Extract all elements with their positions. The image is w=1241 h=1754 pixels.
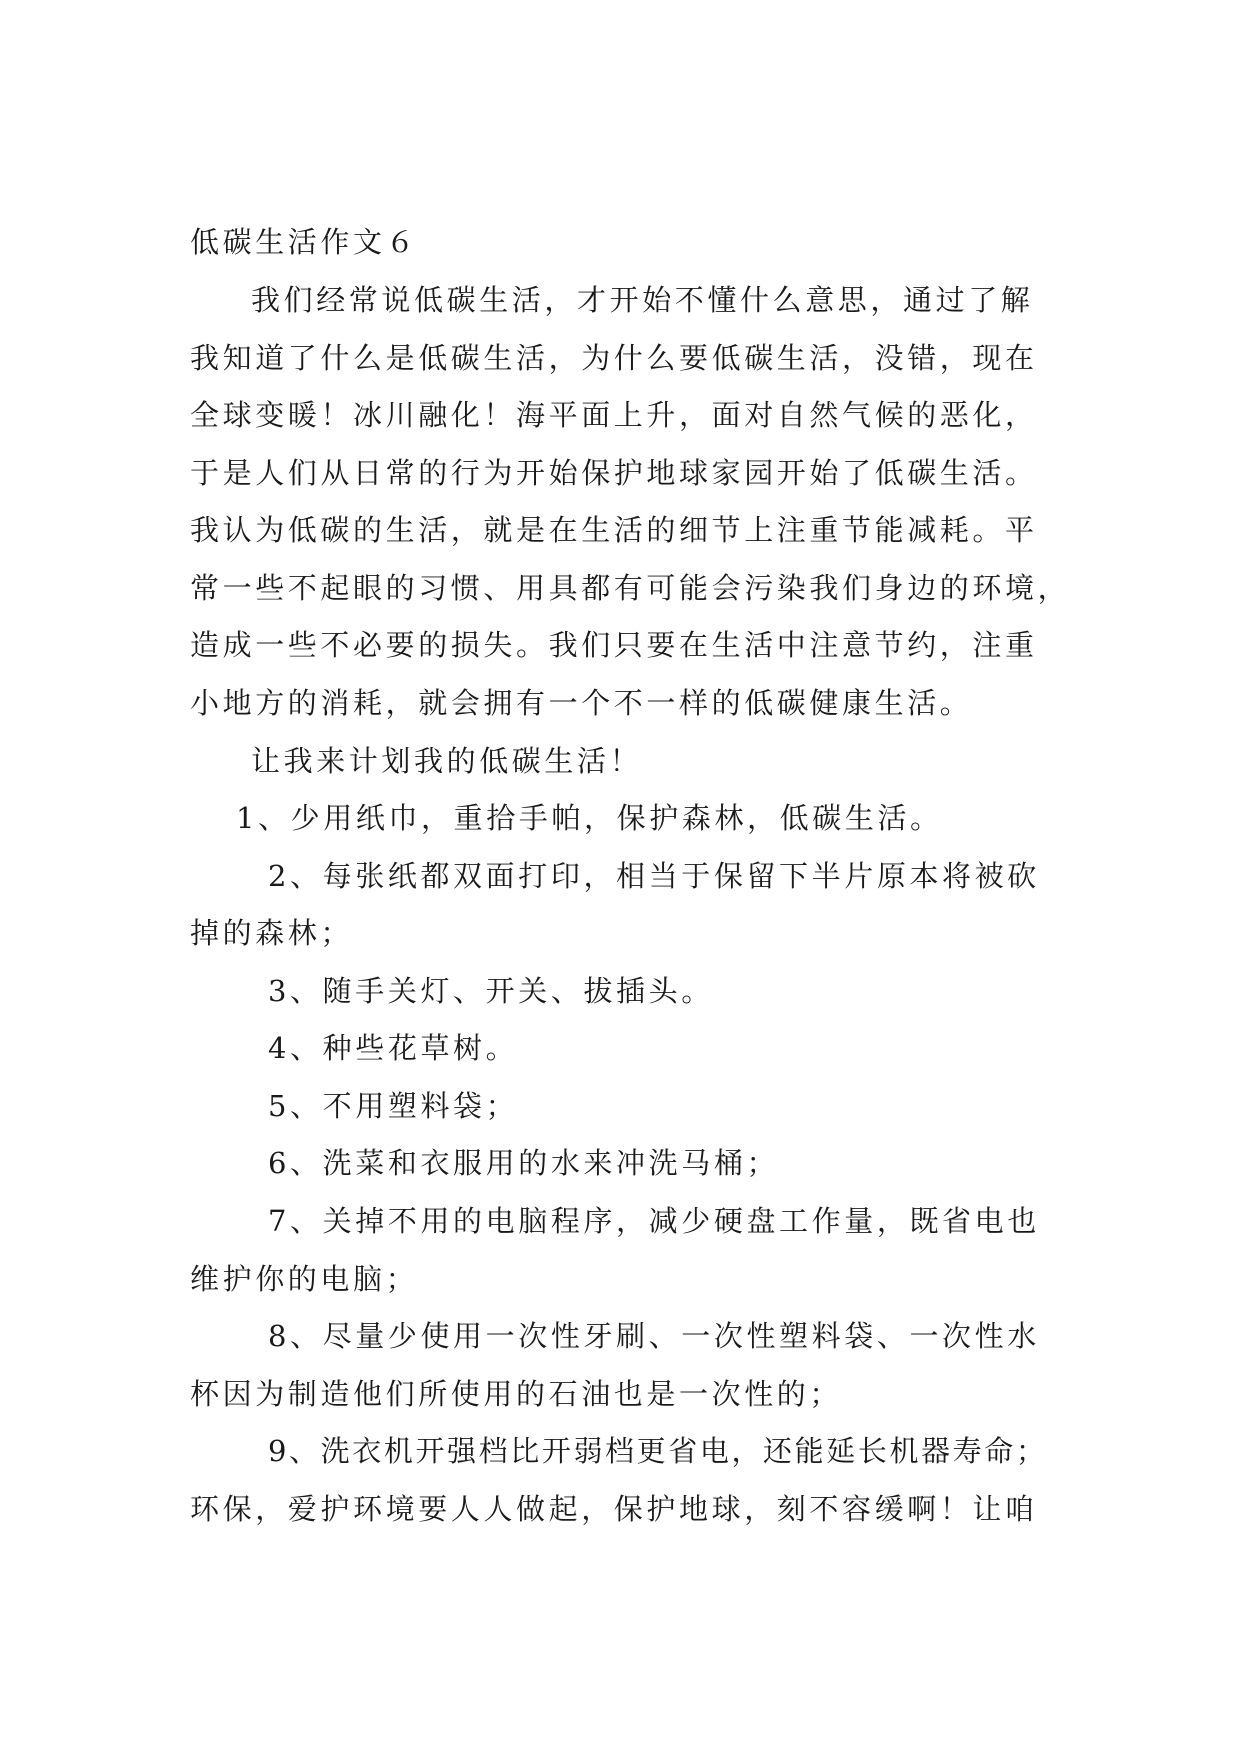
paragraph-line: 造成一些不必要的损失。我们只要在生活中注意节约，注重 bbox=[190, 628, 1038, 662]
paragraph-line: 我知道了什么是低碳生活，为什么要低碳生活，没错，现在 bbox=[190, 341, 1038, 375]
list-item: 5、不用塑料袋； bbox=[268, 1089, 519, 1123]
plan-heading: 让我来计划我的低碳生活！ bbox=[251, 744, 643, 778]
list-item: 4、种些花草树。 bbox=[268, 1031, 519, 1065]
list-item-continuation: 维护你的电脑； bbox=[190, 1262, 419, 1296]
list-item: 1、少用纸巾，重拾手帕，保护森林，低碳生活。 bbox=[236, 801, 943, 835]
paragraph-line: 我们经常说低碳生活，才开始不懂什么意思，通过了解 bbox=[251, 283, 1034, 317]
list-item-continuation: 掉的森林； bbox=[190, 916, 354, 950]
list-item: 6、洗菜和衣服用的水来冲洗马桶； bbox=[268, 1146, 780, 1180]
document-title: 低碳生活作文６ bbox=[190, 225, 419, 259]
paragraph-line: 小地方的消耗，就会拥有一个不一样的低碳健康生活。 bbox=[190, 686, 973, 720]
list-item: 3、随手关灯、开关、拔插头。 bbox=[268, 974, 714, 1008]
list-item-continuation: 杯因为制造他们所使用的石油也是一次性的； bbox=[190, 1377, 843, 1411]
list-item: 2、每张纸都双面打印，相当于保留下半片原本将被砍 bbox=[268, 859, 1040, 893]
paragraph-line: 全球变暖！冰川融化！海平面上升，面对自然气候的恶化， bbox=[190, 398, 1038, 432]
list-item: 9、洗衣机开强档比开弱档更省电，还能延长机器寿命； bbox=[268, 1434, 1048, 1468]
paragraph-line: 环保，爱护环境要人人做起，保护地球，刻不容缓啊！让咱 bbox=[190, 1492, 1038, 1526]
paragraph-line: 我认为低碳的生活，就是在生活的细节上注重节能减耗。平 bbox=[190, 513, 1038, 547]
list-item: 8、尽量少使用一次性牙刷、一次性塑料袋、一次性水 bbox=[268, 1319, 1040, 1353]
list-item: 7、关掉不用的电脑程序，减少硬盘工作量，既省电也 bbox=[268, 1204, 1040, 1238]
paragraph-line: 常一些不起眼的习惯、用具都有可能会污染我们身边的环境， bbox=[190, 571, 1071, 605]
paragraph-line: 于是人们从日常的行为开始保护地球家园开始了低碳生活。 bbox=[190, 456, 1038, 490]
